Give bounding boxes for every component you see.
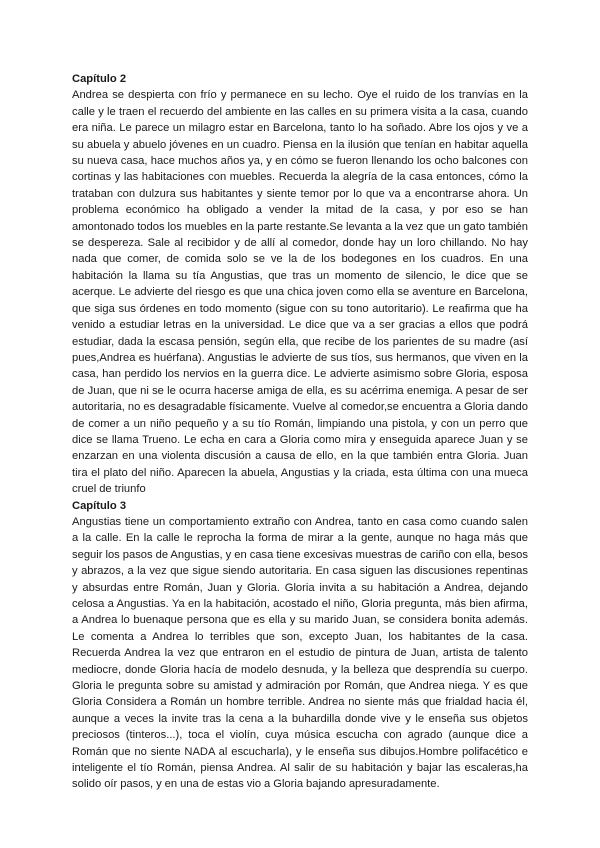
chapter-body: Andrea se despierta con frío y permanece en su lecho. Oye el ruido de los tranvías en la calle y le traen el recuerdo del ambiente en las calles en su primera visita a la casa, cuando era niña. Le parece un milagro estar en Barcelona, tanto lo ha soñado. Abre los ojos y ve a su abuela y abuelo jóvenes en un cuadro. Piensa en la ilusión que tenían en habitar aquella su nueva casa, hace muchos años ya, y en cómo se fueron llenando los ocho balcones con cortinas y las habitaciones con muebles. Recuerda la alegría de la casa entonces, cómo la trataban con dulzura sus habitantes y siente temor por lo que va a encontrarse ahora. Un problema económico ha obligado a vender la mitad de la casa, y por eso se han amontonado todos los muebles en la parte restante.Se levanta a la vez que un gato también se despereza. Sale al recibidor y de allí al comedor, donde hay un loro chillando. No hay nada que comer, de comida solo se ve la de los bodegones en los cuadros. En una habitación la llama su tía Angustias, que tras un momento de silencio, le dice que se acerque. Le advierte del riesgo es que una chica joven como ella se aventure en Barcelona, que siga sus órdenes en todo momento (sigue con su tono autoritario). Le reafirma que ha venido a estudiar letras en la universidad. Le dice que va a ser gracias a ellos que podrá estudiar, dada la escasa pensión, según ella, que recibe de los parientes de su madre (así pues,Andrea es huérfana). Angustias le advierte de sus tíos, sus hermanos, que viven en la casa, han perdido los nervios en la guerra dice. Le advierte asimismo sobre Gloria, esposa de Juan, que ni se le ocurra hacerse amiga de ella, es su acérrima enemiga. A pesar de ser autoritaria, no es desagradable físicamente. Vuelve al comedor,se encuentra a Gloria dando de comer a un niño pequeño y a su tío Román, limpiando una pistola, y con un perro que dice se llama Trueno. Le echa en cara a Gloria como mira y enseguida aparece Juan y se enzarzan en una violenta discusión a causa de ello, en la que también entra Gloria. Juan tira el plato del niño. Aparecen la abuela, Angustias y la criada, esta última con una mueca cruel de triunfo [72,89,528,496]
chapter-3 [72,498,528,793]
chapter-title: Capítulo 2 [72,73,127,85]
chapter-2 [72,71,528,498]
document-page [72,71,528,793]
chapter-body: Angustias tiene un comportamiento extraño con Andrea, tanto en casa como cuando salen a la calle. En la calle le reprocha la forma de mirar a la gente, aunque no haga más que seguir los pasos de Angustias, y en casa tiene excesivas muestras de cariño con ella, besos y abrazos, a la vez que sigue siendo autoritaria. En casa siguen las discusiones repentinas y absurdas entre Román, Juan y Gloria. Gloria invita a su habitación a Andrea, dejando celosa a Angustias. Ya en la habitación, acostado el niño, Gloria pregunta, más bien afirma, a Andrea lo buenaque persona que es ella y su marido Juan, se considera bonita además. Le comenta a Andrea lo terribles que son, excepto Juan, los habitantes de la casa. Recuerda Andrea la vez que entraron en el estudio de pintura de Juan, artista de talento mediocre, donde Gloria hacía de modelo desnuda, y la belleza que desprendía su cuerpo. Gloria le pregunta sobre su amistad y admiración por Román, que Andrea niega. Y es que Gloria Considera a Román un hombre terrible. Andrea no siente más que frialdad hacia él, aunque a veces la invite tras la cena a la buhardilla donde vive y le enseña sus objetos preciosos (tinteros...), toca el violín, cuya música escucha con agrado (aunque dice a Román que no siente NADA al escucharla), y le enseña sus dibujos.Hombre polifacético e inteligente el tío Román, piensa Andrea. Al salir de su habitación y bajar las escaleras,ha solido oír pasos, y en una de estas vio a Gloria bajando apresuradamente. [72,515,528,791]
chapter-title: Capítulo 3 [72,499,127,512]
